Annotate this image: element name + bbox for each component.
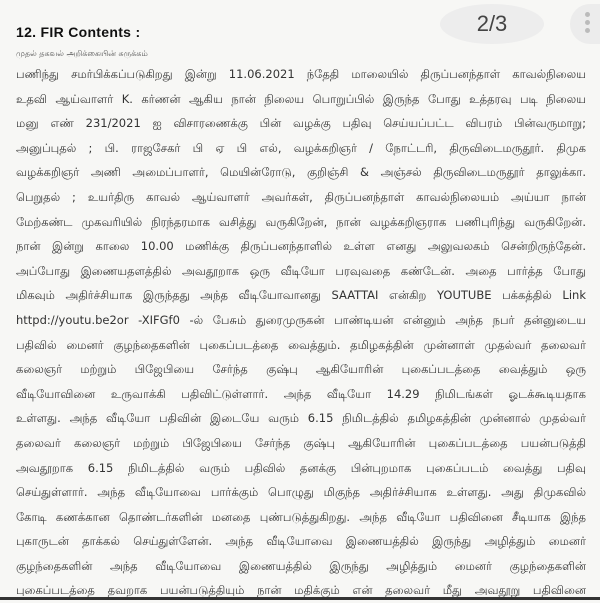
text-line: கோடி கணக்கான தொண்டர்களின் மனதை புண்படுத்துகிறது. அந்த வீடியோ பதிவினை சீடியாக இந்த	[16, 509, 586, 524]
section-title: 12. FIR Contents :	[16, 24, 141, 40]
text-line: அப்போது இணையதளத்தில் அவதூறாக ஒரு வீடியோ பரவுவதை கண்டேன். அதை பார்த்த போது	[16, 263, 586, 278]
more-options-icon[interactable]	[585, 12, 590, 33]
text-line: httpd://youtu.be2or -XIFGf0 -ல் பேசும் துரைமுருகன் பாண்டியன் என்னும் அந்த நபர் தன்னுடைய	[16, 312, 586, 327]
text-line: பெறுதல் ; உயர்திரு காவல் ஆய்வாளர் அவர்கள், திருப்பனந்தாள் காவல்நிலையம் அய்யா நான்	[16, 189, 586, 204]
text-line: உதவி ஆய்வாளர் K. கர்ணன் ஆகிய நான் நிலைய பொறுப்பில் இருந்த போது உத்தரவு படி நிலைய	[16, 91, 586, 106]
text-line: வீடியோவினை உருவாக்கி பதிவிட்டுள்ளார். அந்த வீடியோ 14.29 நிமிடங்கள் ஓடக்கூடியதாக	[16, 386, 586, 401]
text-line: புகாருடன் தாக்கல் செய்துள்ளேன். அந்த வீடியோவை இணையத்தில் இருந்து அழித்தும் மைனர்	[16, 534, 586, 549]
text-line: அனுப்புதல் ; பி. ராஜசேகர் பி ஏ பி எல், வழக்கறிஞர் / நோட்டரி, திருவிடைமருதூர். திமுக	[16, 140, 586, 155]
text-line: மேற்கண்ட முகவரியில் நிரந்தரமாக வசித்து வருகிறேன், நான் வழக்கறிஞராக பணிபுரிந்து வருகிறேன்.	[16, 214, 586, 229]
fir-body-text	[16, 62, 586, 603]
text-line: வழக்கறிஞர் அணி அமைப்பாளர், மெயின்ரோடு, குறிஞ்சி & அஞ்சல் திருவிடைமருதூர் தாலுக்கா.	[16, 165, 586, 180]
text-line: மிகவும் அதிர்ச்சியாக இருந்தது அந்த வீடியோவானது SAATTAI என்கிற YOUTUBE பக்கத்தில் Link	[16, 288, 586, 303]
text-line: மனு எண் 231/2021 ஐ விசாரணைக்கு பின் வழக்கு பதிவு செய்யப்பட்ட விபரம் பின்வருமாறு;	[16, 116, 586, 131]
text-line: பதிவில் மைனர் குழந்தைகளின் புகைப்படத்தை வைத்தும். தமிழகத்தின் முன்னாள் முதல்வர் தலைவர்	[16, 337, 586, 352]
text-line: புகைப்படத்தை தவறாக பயன்படுத்தியும் நான் மதிக்கும் என் தலைவர் மீது அவதூறு பதிவினை	[16, 583, 586, 598]
text-line: தலைவர் கலைஞர் மற்றும் பிஜேபியை சேர்ந்த குஷ்பு ஆகியோரின் புகைப்படத்தை பயன்படுத்தி	[16, 435, 586, 450]
text-line: உள்ளது. அந்த வீடியோ பதிவின் இடையே வரும் 6.15 நிமிடத்தில் தமிழகத்தின் முன்னால் முதல்வர்	[16, 411, 586, 426]
page-indicator: 2/3	[440, 4, 544, 44]
text-line: பணிந்து சமர்பிக்கப்படுகிறது இன்று 11.06.2021 ந்தேதி மாலையில் திருப்பனந்தாள் காவல்நிலைய	[16, 67, 586, 81]
text-line: அவதூறாக 6.15 நிமிடத்தில் வரும் பதிவில் தனக்கு பின்புறமாக புகைப்படம் வைத்து பதிவு	[16, 460, 586, 475]
section-subtitle: முதல் தகவல் அறிக்கையின் சுருக்கம்	[16, 49, 148, 58]
text-line: குழந்தைகளின் அந்த வீடியோவை இணையத்தில் இருந்து அழித்தும் மைனர் குழந்தைகளின்	[16, 558, 586, 573]
text-line: செய்துள்ளார். அந்த வீடியோவை பார்க்கும் பொழுது மிகுந்த அதிர்ச்சியாக உள்ளது. அது திமுகவில்	[16, 485, 586, 500]
text-line: நான் இன்று காலை 10.00 மணிக்கு திருப்பனந்தாளில் உள்ள எனது அலுவலகம் சென்றிருந்தேன்.	[16, 239, 586, 254]
text-line: கலைஞர் மற்றும் பிஜேபியை சேர்ந்த குஷ்பு ஆகியோரின் புகைப்படத்தை வைத்தும் ஒரு	[16, 362, 586, 377]
